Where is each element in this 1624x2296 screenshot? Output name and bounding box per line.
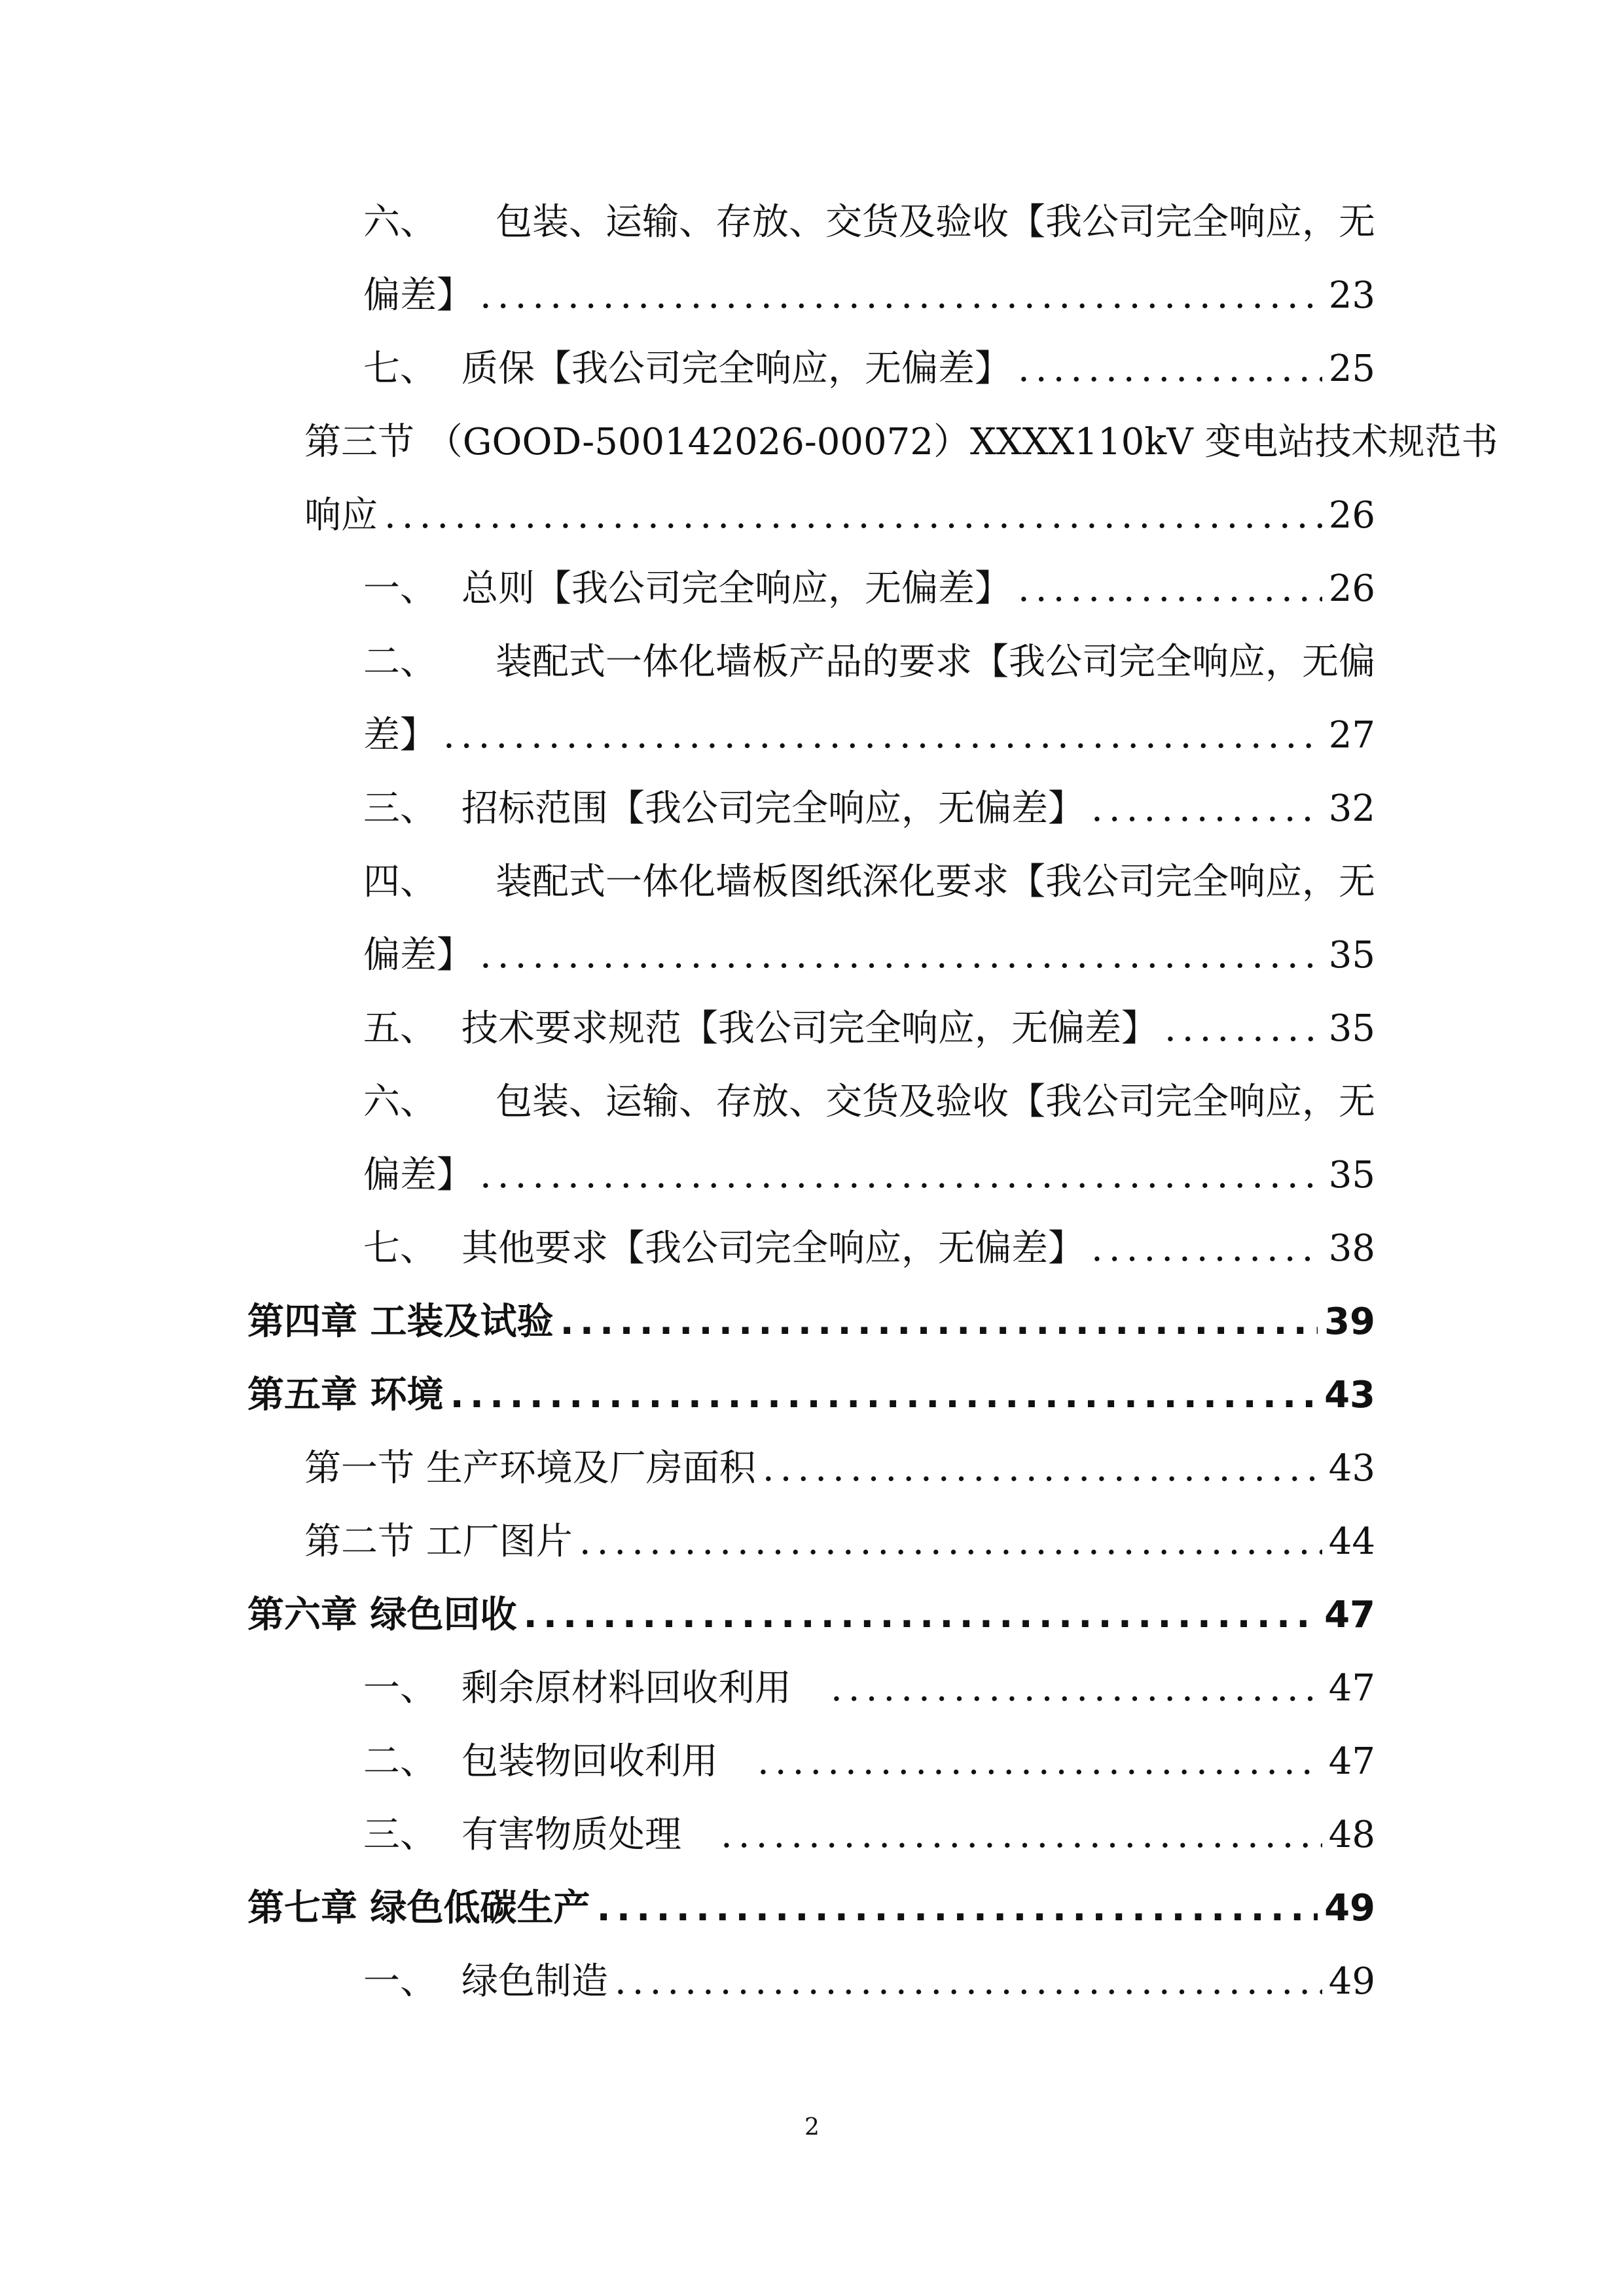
toc-entry-number: 三、 (363, 787, 437, 830)
toc-entry-title: 招标范围【我公司完全响应，无偏差】 (461, 787, 1085, 830)
toc-entry-continuation[interactable] (363, 923, 1375, 988)
toc-entry-continuation[interactable] (363, 263, 1375, 329)
toc-entry-continuation[interactable] (304, 483, 1375, 548)
toc-page-number: 47 (1328, 1740, 1375, 1783)
toc-entry-number: 五、 (363, 1007, 437, 1050)
toc-entry-chapter[interactable] (247, 1876, 1375, 1941)
toc-entry[interactable] (363, 776, 1375, 842)
toc-dot-leader (1091, 776, 1322, 842)
toc-page-number: 38 (1328, 1227, 1375, 1270)
toc-dot-leader (1164, 996, 1322, 1062)
toc-page-number: 47 (1328, 1667, 1375, 1710)
toc-dot-leader (615, 1949, 1322, 2015)
toc-page-number: 44 (1328, 1520, 1375, 1563)
toc-dot-leader (763, 1436, 1322, 1501)
toc-dot-leader (384, 483, 1322, 548)
toc-entry[interactable] (363, 556, 1375, 622)
toc-entry[interactable] (363, 850, 1375, 915)
toc-entry-title: 装配式一体化墙板图纸深化要求【我公司完全响应，无 (496, 861, 1375, 903)
toc-dot-leader (1091, 1216, 1322, 1282)
toc-entry[interactable] (363, 1803, 1375, 1868)
toc-entry-section[interactable] (304, 410, 1498, 475)
toc-entry-number: 一、 (363, 567, 437, 610)
toc-entry-title: 总则【我公司完全响应，无偏差】 (461, 567, 1011, 610)
toc-page-number: 48 (1328, 1814, 1375, 1856)
toc-entry-title: 偏差】 (363, 1154, 473, 1196)
toc-dot-leader (597, 1876, 1318, 1941)
toc-page-number: 43 (1324, 1374, 1375, 1416)
toc-entry[interactable] (363, 1656, 1375, 1721)
toc-entry[interactable] (363, 1069, 1375, 1135)
toc-entry-title: 技术要求规范【我公司完全响应，无偏差】 (461, 1007, 1158, 1050)
toc-entry-title: 第一节 生产环境及厂房面积 (304, 1447, 756, 1490)
toc-entry-number: 一、 (363, 1960, 437, 2003)
toc-page-number: 35 (1328, 1007, 1375, 1050)
toc-entry-title: 偏差】 (363, 934, 473, 977)
toc-page-number: 26 (1328, 494, 1375, 537)
toc-entry-title: 包装、运输、存放、交货及验收【我公司完全响应，无 (496, 1081, 1375, 1123)
toc-entry-chapter[interactable] (247, 1583, 1375, 1648)
toc-entry-number: 二、 (363, 1740, 437, 1783)
toc-entry-title: 第四章 工装及试验 (247, 1300, 554, 1343)
toc-page-number: 25 (1328, 348, 1375, 390)
toc-page-number: 32 (1328, 787, 1375, 830)
toc-page-number: 27 (1328, 714, 1375, 757)
toc-entry-section[interactable] (304, 1509, 1375, 1575)
toc-entry-continuation[interactable] (363, 1143, 1375, 1208)
toc-entry-title: 剩余原材料回收利用 (461, 1667, 791, 1710)
toc-entry-title: 第二节 工厂图片 (304, 1520, 573, 1563)
toc-dot-leader (1018, 556, 1322, 622)
toc-entry-title: 第七章 绿色低碳生产 (247, 1887, 590, 1929)
toc-entry-section[interactable] (304, 1436, 1375, 1501)
toc-entry-number: 六、 (363, 1081, 437, 1123)
toc-entry-title: 质保【我公司完全响应，无偏差】 (461, 348, 1011, 390)
toc-entry-chapter[interactable] (247, 1289, 1375, 1355)
toc-dot-leader (1018, 336, 1322, 402)
toc-dot-leader (579, 1509, 1322, 1575)
toc-entry-title: 第五章 环境 (247, 1374, 444, 1416)
toc-entry-number: 六、 (363, 201, 437, 243)
toc-entry-title: 装配式一体化墙板产品的要求【我公司完全响应，无偏 (496, 641, 1375, 683)
toc-dot-leader (480, 263, 1322, 329)
toc-entry-chapter[interactable] (247, 1363, 1375, 1428)
toc-entry-number: 四、 (363, 861, 437, 903)
toc-page-number: 23 (1328, 274, 1375, 317)
toc-entry-title: 其他要求【我公司完全响应，无偏差】 (461, 1227, 1085, 1270)
toc-dot-leader (757, 1729, 1322, 1795)
toc-entry-number: 七、 (363, 348, 437, 390)
toc-page-number: 43 (1328, 1447, 1375, 1490)
toc-entry-title: 包装、运输、存放、交货及验收【我公司完全响应，无 (496, 201, 1375, 243)
toc-page-number: 26 (1328, 567, 1375, 610)
toc-entry[interactable] (363, 336, 1375, 402)
page-number-footer: 2 (804, 2114, 820, 2141)
toc-entry-title: 偏差】 (363, 274, 473, 317)
toc-entry-title: 第三节 （GOOD-500142026-00072）XXXX110kV 变电站技术规范书 (304, 421, 1498, 463)
toc-entry[interactable] (363, 1216, 1375, 1282)
toc-page-number: 49 (1328, 1960, 1375, 2003)
toc-page-number: 35 (1328, 1154, 1375, 1196)
toc-dot-leader (480, 923, 1322, 988)
toc-entry[interactable] (363, 1729, 1375, 1795)
toc-dot-leader (721, 1803, 1322, 1868)
toc-entry[interactable] (363, 630, 1375, 695)
toc-entry[interactable] (363, 190, 1375, 255)
toc-entry-number: 一、 (363, 1667, 437, 1710)
toc-entry-title: 包装物回收利用 (461, 1740, 718, 1783)
toc-dot-leader (443, 703, 1322, 768)
toc-entry[interactable] (363, 1949, 1375, 2015)
toc-entry-title: 第六章 绿色回收 (247, 1594, 517, 1636)
toc-dot-leader (450, 1363, 1318, 1428)
toc-entry-number: 七、 (363, 1227, 437, 1270)
toc-dot-leader (831, 1656, 1322, 1721)
toc-entry-title: 绿色制造 (461, 1960, 608, 2003)
toc-page-number: 35 (1328, 934, 1375, 977)
toc-page-number: 39 (1324, 1300, 1375, 1343)
toc-page-number: 49 (1324, 1887, 1375, 1929)
toc-dot-leader (524, 1583, 1318, 1648)
toc-dot-leader (480, 1143, 1322, 1208)
toc-entry-number: 二、 (363, 641, 437, 683)
toc-entry-continuation[interactable] (363, 703, 1375, 768)
toc-entry[interactable] (363, 996, 1375, 1062)
toc-dot-leader (560, 1289, 1318, 1355)
toc-page-number: 47 (1324, 1594, 1375, 1636)
toc-entry-title: 响应 (304, 494, 378, 537)
toc-entry-title: 差】 (363, 714, 437, 757)
toc-entry-number: 三、 (363, 1814, 437, 1856)
toc-entry-title: 有害物质处理 (461, 1814, 681, 1856)
